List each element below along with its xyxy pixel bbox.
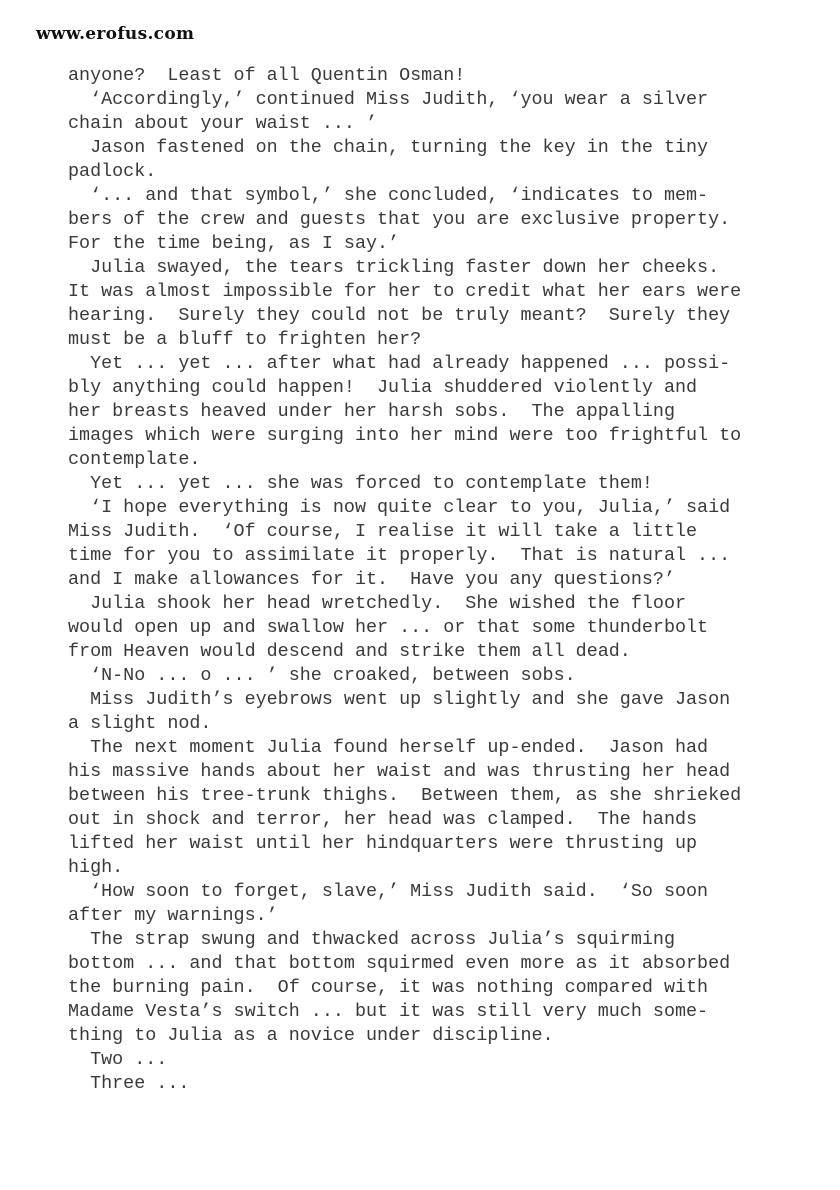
text-line: contemplate. [68,449,201,470]
text-line: Three ... [68,1073,190,1094]
text-line: padlock. [68,161,157,182]
text-line: her breasts heaved under her harsh sobs. The appalling [68,401,675,422]
text-line: ‘How soon to forget, slave,’ Miss Judith said. ‘So soon [68,881,709,902]
text-line: anyone? Least of all Quentin Osman! [68,65,466,86]
text-line: The next moment Julia found herself up-ended. Jason had [68,737,709,758]
text-line: ‘N-No ... o ... ’ she croaked, between sobs. [68,665,576,686]
text-line: Miss Judith’s eyebrows went up slightly and she gave Jason [68,689,731,710]
text-line: between his tree-trunk thighs. Between them, as she shrieked [68,785,742,806]
text-line: Madame Vesta’s switch ... but it was still very much some- [68,1001,709,1022]
text-line: bly anything could happen! Julia shuddered violently and [68,377,698,398]
text-line: Julia shook her head wretchedly. She wished the floor [68,593,687,614]
text-line: after my warnings.’ [68,905,278,926]
text-line: It was almost impossible for her to credit what her ears were [68,281,742,302]
text-line: ‘I hope everything is now quite clear to you, Julia,’ said [68,497,731,518]
text-line: Two ... [68,1049,168,1070]
text-line: Julia swayed, the tears trickling faster down her cheeks. [68,257,720,278]
text-line: thing to Julia as a novice under discipline. [68,1025,554,1046]
text-line: ‘Accordingly,’ continued Miss Judith, ‘you wear a silver [68,89,709,110]
text-line: a slight nod. [68,713,212,734]
text-line: out in shock and terror, her head was clamped. The hands [68,809,698,830]
text-line: ‘... and that symbol,’ she concluded, ‘indicates to mem- [68,185,709,206]
text-line: Yet ... yet ... she was forced to contemplate them! [68,473,653,494]
text-line: his massive hands about her waist and was thrusting her head [68,761,731,782]
text-line: hearing. Surely they could not be truly meant? Surely they [68,305,731,326]
text-line: bottom ... and that bottom squirmed even more as it absorbed [68,953,731,974]
text-line: time for you to assimilate it properly. That is natural ... [68,545,731,566]
text-line: the burning pain. Of course, it was nothing compared with [68,977,709,998]
text-line: For the time being, as I say.’ [68,233,400,254]
text-line: Miss Judith. ‘Of course, I realise it will take a little [68,521,698,542]
site-watermark: www.erofus.com [36,24,195,44]
text-line: from Heaven would descend and strike them all dead. [68,641,631,662]
text-line: Jason fastened on the chain, turning the key in the tiny [68,137,709,158]
text-line: The strap swung and thwacked across Julia’s squirming [68,929,675,950]
text-line: high. [68,857,124,878]
text-line: must be a bluff to frighten her? [68,329,422,350]
text-line: Yet ... yet ... after what had already happened ... possi- [68,353,731,374]
page-text [68,64,774,1096]
text-line: bers of the crew and guests that you are exclusive property. [68,209,731,230]
text-line: and I make allowances for it. Have you any questions?’ [68,569,675,590]
text-line: chain about your waist ... ’ [68,113,378,134]
text-line: images which were surging into her mind were too frightful to [68,425,742,446]
text-line: would open up and swallow her ... or that some thunderbolt [68,617,709,638]
text-line: lifted her waist until her hindquarters were thrusting up [68,833,698,854]
